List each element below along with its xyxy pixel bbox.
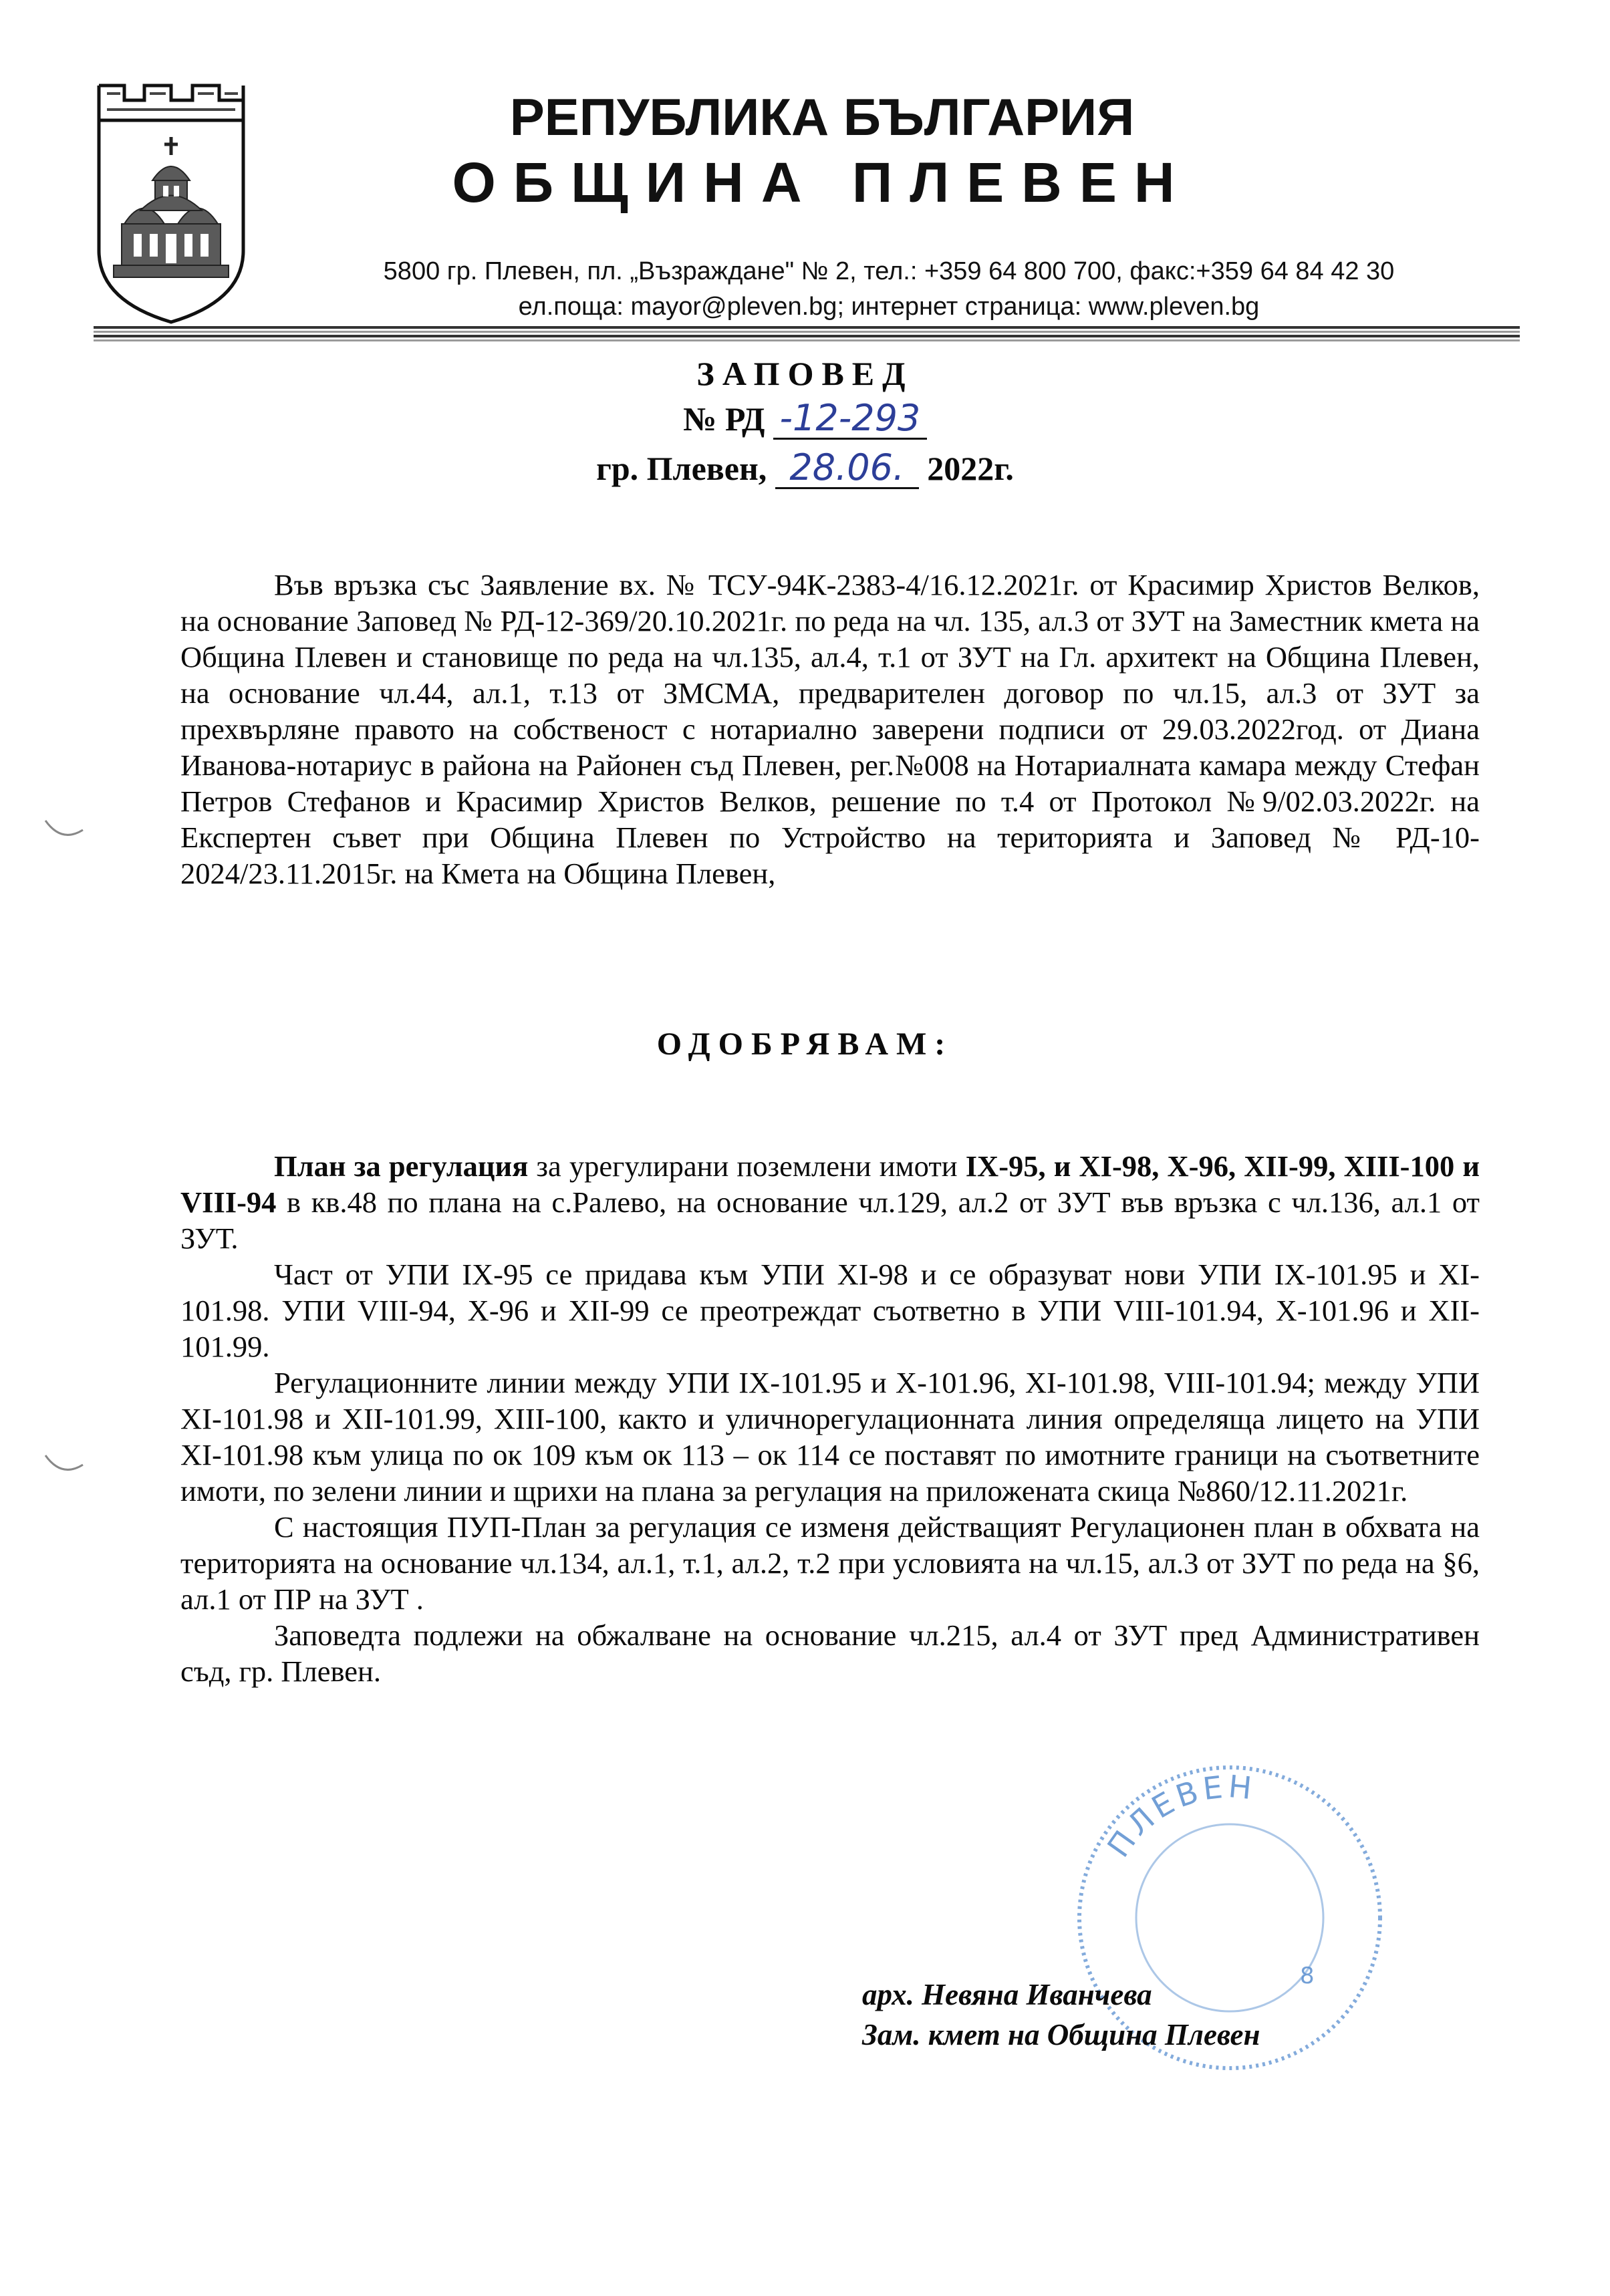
letterhead-divider xyxy=(94,326,1520,343)
letterhead-country: РЕПУБЛИКА БЪЛГАРИЯ xyxy=(509,88,1135,146)
signatory-position: Зам. кмет на Община Плевен xyxy=(862,2018,1260,2051)
plots-list: IX-95, и XI-98, X-96, XII-99, XIII-100 и VIII-94 xyxy=(180,1149,1480,1219)
decision-paragraph-5: Заповедта подлежи на обжалване на основание чл.215, ал.4 от ЗУТ пред Административен съд, гр. Плевен. xyxy=(180,1618,1480,1688)
svg-text:ПЛЕВЕН xyxy=(1100,1768,1257,1864)
order-year: 2022г. xyxy=(927,450,1014,487)
decision-section xyxy=(180,1148,1480,1689)
order-number-handwritten: -12-293 xyxy=(773,400,927,440)
order-number-prefix: № РД xyxy=(683,400,765,438)
punch-hole-mark xyxy=(41,817,88,843)
order-title: ЗАПОВЕД xyxy=(696,355,914,392)
order-place: гр. Плевен, xyxy=(596,450,767,487)
approve-heading: ОДОБРЯВАМ: xyxy=(656,1026,954,1062)
signatory-name: арх. Невяна Иванчева xyxy=(862,1978,1152,2011)
letterhead-address: 5800 гр. Плевен, пл. „Възраждане" № 2, тел.: +359 64 800 700, факс:+359 64 84 42 30 xyxy=(383,257,1395,285)
signature-block xyxy=(862,1975,1260,2055)
decision-paragraph-2: Част от УПИ IX-95 се придава към УПИ XI-98 и се образуват нови УПИ IX-101.95 и XI-101.98. УПИ VIII-94, X-96 и XII-99 се преотреждат съответно в УПИ VIII-101.94, X-101.96 и XII-101.99. xyxy=(180,1258,1480,1363)
pleven-coat-of-arms-logo xyxy=(94,80,249,327)
order-date-handwritten: 28.06. xyxy=(775,449,919,489)
p1-text-2: в кв.48 по плана на с.Ралево, на основание чл.129, ал.2 от ЗУТ във връзка с чл.136, ал.1 от ЗУТ. xyxy=(180,1185,1480,1255)
letterhead-contacts: ел.поща: mayor@pleven.bg; интернет страница: www.pleven.bg xyxy=(518,293,1260,321)
order-place-date-line xyxy=(0,446,1610,489)
decision-paragraph-3: Регулационните линии между УПИ IX-101.95 и X-101.96, XI-101.98, VIII-101.94; между УПИ XI-101.98 и XII-101.99, XIII-100, както и уличнорегулационната линия определяща лицето на УПИ XI-101.98 към улица по ок 109 към ок 113 – ок 114 се поставят по имотните граници на съответните имоти, по зелени линии и щрихи на плана за регулация на приложената скица №860/12.11.2021г. xyxy=(180,1366,1480,1508)
decision-paragraph-4: С настоящия ПУП-План за регулация се изменя действащият Регулационен план в обхвата на територията на основание чл.134, ал.1, т.1, ал.2, т.2 при условията на чл.15, ал.3 от ЗУТ по реда на §6, ал.1 от ПР на ЗУТ . xyxy=(180,1510,1480,1616)
plan-title: План за регулация xyxy=(274,1149,529,1183)
letterhead-municipality: ОБЩИНА ПЛЕВЕН xyxy=(452,151,1192,214)
decision-paragraph-1 xyxy=(180,1148,1480,1256)
stamp-text: ПЛЕВЕН xyxy=(1100,1768,1258,1864)
stamp-number: 8 xyxy=(1300,1963,1315,1989)
p1-text-1: за урегулирани поземлени имоти xyxy=(528,1149,966,1183)
punch-hole-mark xyxy=(41,1451,88,1478)
intro-paragraph: Във връзка със Заявление вх. № ТСУ-94К-2383-4/16.12.2021г. от Красимир Христов Велков, на основание Заповед № РД-12-369/20.10.2021г. по реда на чл. 135, ал.3 от ЗУТ на Заместник кмета на Община Плевен и становище по реда на чл.135, ал.4, т.1 от ЗУТ на Гл. архитект на Община Плевен, на основание чл.44, ал.1, т.13 от ЗМСМА, предварителен договор по чл.15, ал.3 от ЗУТ за прехвърляне правото на собственост с нотариално заверени подписи от 29.03.2022год. от Диана Иванова-нотариус в района на Районен съд Плевен, рег.№008 на Нотариалната камара между Стефан Петров Стефанов и Красимир Христов Велков, решение по т.4 от Протокол №9/02.03.2022г. на Експертен съвет при Община Плевен по Устройство на територията и Заповед № РД-10-2024/23.11.2015г. на Кмета на Община Плевен, xyxy=(180,568,1480,890)
intro-section xyxy=(180,567,1480,891)
order-number-line xyxy=(0,397,1610,440)
